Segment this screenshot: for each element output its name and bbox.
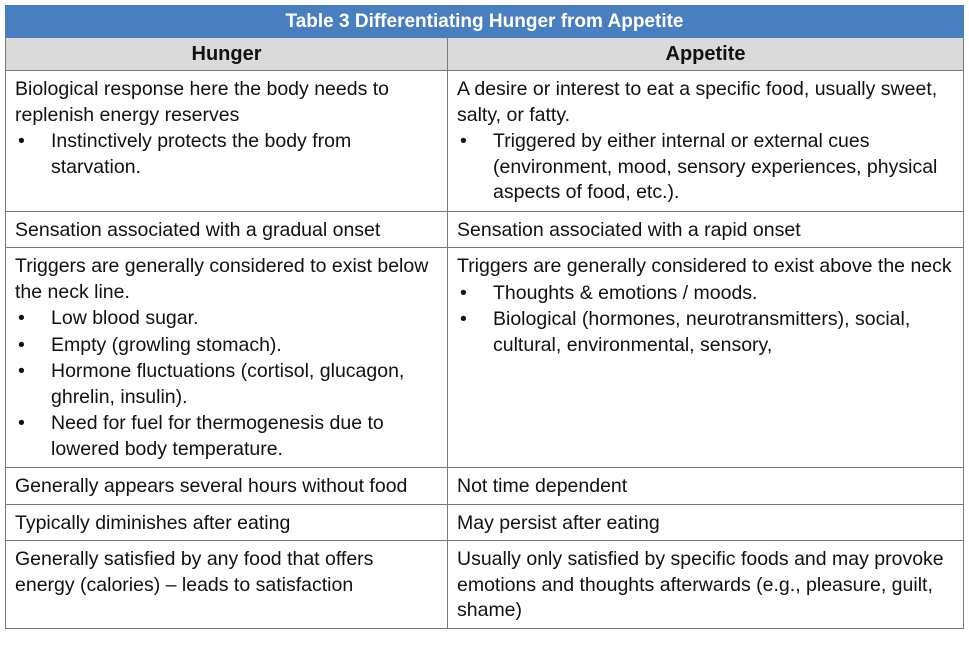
cell-appetite	[448, 468, 964, 505]
cell-appetite	[448, 541, 964, 629]
cell-hunger	[6, 504, 448, 541]
column-header-hunger: Hunger	[6, 38, 448, 71]
cell-text: A desire or interest to eat a specific food, usually sweet, salty, or fatty.	[457, 78, 938, 126]
cell-hunger	[6, 468, 448, 505]
cell-hunger	[6, 211, 448, 248]
bullet-item: • Triggered by either internal or external cues (environment, mood, sensory experiences, physical aspects of food, etc.).	[493, 129, 954, 206]
comparison-table-container	[5, 5, 963, 629]
cell-text: Sensation associated with a gradual onset	[15, 218, 381, 241]
table-row	[6, 541, 964, 629]
bullet-item: • Need for fuel for thermogenesis due to lowered body temperature.	[51, 411, 438, 462]
cell-text: Usually only satisfied by specific foods and may provoke emotions and thoughts afterwards (e.g., pleasure, guilt, shame)	[457, 548, 944, 621]
bullet-item: • Empty (growling stomach).	[51, 333, 438, 359]
cell-appetite	[448, 71, 964, 212]
bullet-item: • Biological (hormones, neurotransmitters), social, cultural, environmental, sensory,	[493, 307, 954, 358]
cell-text: Not time dependent	[457, 475, 628, 497]
table-row	[6, 504, 964, 541]
cell-text: Biological response here the body needs to replenish energy reserves	[15, 78, 390, 126]
title-row	[6, 6, 964, 38]
cell-text: Typically diminishes after eating	[15, 511, 291, 534]
cell-text: Sensation associated with a rapid onset	[457, 218, 801, 241]
bullet-list	[457, 129, 954, 206]
bullet-list	[15, 306, 438, 462]
header-row	[6, 38, 964, 71]
table-row	[6, 248, 964, 468]
cell-hunger	[6, 541, 448, 629]
bullet-item: • Instinctively protects the body from starvation.	[51, 129, 438, 180]
bullet-item: • Thoughts & emotions / moods.	[493, 281, 954, 307]
bullet-item: • Hormone fluctuations (cortisol, glucagon, ghrelin, insulin).	[51, 359, 438, 410]
table-row	[6, 71, 964, 212]
cell-text: Generally appears several hours without food	[15, 475, 408, 497]
table-title: Table 3 Differentiating Hunger from Appetite	[6, 6, 964, 38]
bullet-item: • Low blood sugar.	[51, 306, 438, 332]
cell-text: Generally satisfied by any food that offers energy (calories) – leads to satisfaction	[15, 548, 374, 596]
cell-text: Triggers are generally considered to exist above the neck	[457, 255, 952, 277]
cell-hunger	[6, 248, 448, 468]
hunger-appetite-table	[5, 5, 964, 629]
cell-hunger	[6, 71, 448, 212]
column-header-appetite: Appetite	[448, 38, 964, 71]
bullet-list	[457, 281, 954, 359]
cell-appetite	[448, 211, 964, 248]
cell-text: Triggers are generally considered to exist below the neck line.	[15, 255, 429, 303]
cell-text: May persist after eating	[457, 511, 660, 534]
cell-appetite	[448, 504, 964, 541]
table-row	[6, 468, 964, 505]
table-row	[6, 211, 964, 248]
bullet-list	[15, 129, 438, 180]
cell-appetite	[448, 248, 964, 468]
